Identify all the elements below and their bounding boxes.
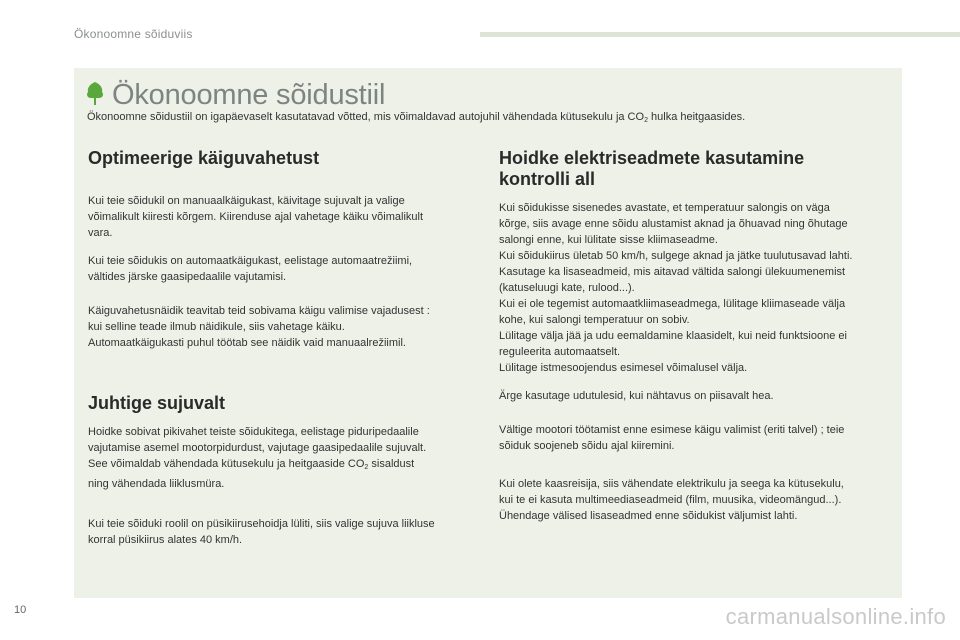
paragraph-manual-gearbox: Kui teie sõidukil on manuaalkäigukast, käivitage sujuvalt ja valige võimalikult kiiresti kõrgem. Kiirenduse ajal vahetage käiku võimalikult vara. bbox=[88, 195, 424, 239]
paragraph-climate-control: Kui sõidukisse sisenedes avastate, et temperatuur salongis on väga kõrge, siis avage enne sõidu alustamist aknad ja õhuavad ning õhutage salongi enne, kui lülitate sisse kliimaseadme. Kui sõidukiirus ületab 50 km/h, sulgege aknad ja jätke tuulutusavad lahti. Kasutage ka lisaseadmeid, mis aitavad vältida salongi ülekuumenemist (katuseluugi kate, rulood...). Kui ei ole tegemist automaatkliimaseadmega, lülitage kliimaseade välja kohe, kui salongi temperatuur on sobiv. Lülitage välja jää ja udu eemaldamine klaasidelt, kui neid funktsioone ei reguleerita automaatselt. Lülitage istmesoojendus esimesel võimalusel välja. bbox=[499, 202, 853, 374]
paragraph-gear-indicator: Käiguvahetusnäidik teavitab teid sobivama käigu valimise vajadusest : kui selline teade ilmub näidikule, siis vahetage käiku. Automaatkäigukasti puhul töötab see näidik vaid manuaalrežiimil. bbox=[88, 305, 430, 349]
page-number: 10 bbox=[14, 604, 27, 616]
intro-paragraph: Ökonoomne sõidustiil on igapäevaselt kasutatavad võtted, mis võimaldavad autojuhil vähendada kütusekulu ja $CO_2$ hulka heitgaasides. bbox=[87, 111, 746, 124]
paragraph-passenger-multimedia: Kui olete kaasreisija, siis vähendate elektrikulu ja seega ka kütusekulu, kui te ei kasuta multimeediaseadmeid (film, muusika, videomängud...). Ühendage välised lisaseadmed enne sõidukist väljumist lahti. bbox=[499, 478, 844, 522]
section-title-smooth-driving: Juhtige sujuvalt bbox=[88, 393, 226, 413]
left-column bbox=[88, 148, 483, 548]
right-column bbox=[499, 148, 894, 524]
paragraph-automatic-gearbox: Kui teie sõidukis on automaatkäigukast, eelistage automaatrežiimi, vältides järske gaasipedaalile vajutamisi. bbox=[88, 255, 413, 283]
watermark: carmanualsonline.info bbox=[725, 604, 946, 629]
paragraph-engine-warmup: Vältige mootori töötamist enne esimese käigu valimist (eriti talvel) ; teie sõiduk soojeneb sõidu ajal kiiremini. bbox=[499, 424, 845, 452]
header-bar bbox=[480, 32, 960, 37]
page-title: Ökonoomne sõidustiil bbox=[112, 78, 386, 111]
paragraph-following-distance: Hoidke sobivat pikivahet teiste sõidukitega, eelistage piduripedaalile vajutamise asemel mootorpidurdust, vajutage gaasipedaalile sujuvalt. See võimaldab vähendada kütusekulu ja heitgaaside $CO_2$ sisaldust ning vähendada liiklusmüra. bbox=[88, 426, 427, 490]
running-header: Ökonoomne sõiduviis bbox=[74, 27, 193, 41]
title-row bbox=[84, 78, 385, 112]
section-title-gearshift: Optimeerige käiguvahetust bbox=[88, 148, 320, 168]
paragraph-fog-lights: Ärge kasutage udutulesid, kui nähtavus on piisavalt hea. bbox=[499, 390, 774, 402]
paragraph-cruise-control: Kui teie sõiduki roolil on püsikiirusehoidja lüliti, siis valige sujuva liikluse korral püsikiirus alates 40 km/h. bbox=[88, 518, 435, 546]
section-title-electrical: Hoidke elektriseadmete kasutamine kontrolli all bbox=[499, 148, 805, 189]
tree-leaf-icon bbox=[84, 81, 106, 107]
